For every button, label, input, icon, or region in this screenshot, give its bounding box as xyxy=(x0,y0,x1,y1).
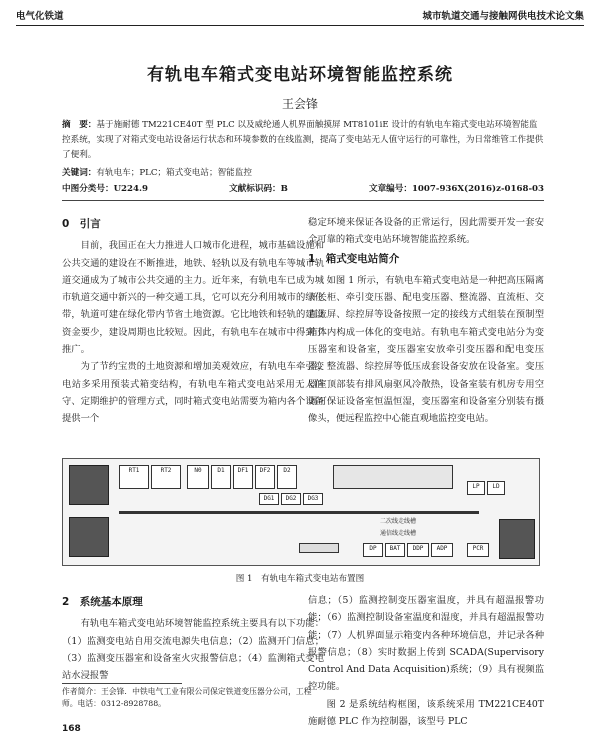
cabinet-lp: LP xyxy=(467,481,485,495)
cabinet-adp: ADP xyxy=(431,543,453,557)
keywords-text: 有轨电车；PLC；箱式变电站；智能监控 xyxy=(96,168,252,178)
cabinet-ld: LD xyxy=(487,481,505,495)
author-name: 王会锋 xyxy=(281,97,318,111)
cabinet-dp: DP xyxy=(363,543,383,557)
footnote-rule xyxy=(62,683,182,684)
hvac-icon xyxy=(499,519,535,559)
abstract xyxy=(62,118,544,163)
system-structure-paragraph: 图 2 是系统结构框图，该系统采用 TM221CE40T 施耐德 PLC 作为控制器，该型号 PLC xyxy=(308,698,544,728)
cabinet-dg1: DG1 xyxy=(259,493,279,505)
running-header xyxy=(16,8,584,26)
right-column-top xyxy=(308,214,544,428)
cabinet-dp1: DF1 xyxy=(233,465,253,489)
cabinet-n0: N0 xyxy=(187,465,209,489)
section-1-paragraph: 如图 1 所示，有轨电车箱式变电站是一种把高压隔离开关柜、牵引变压器、配电变压器、整流器、直流柜、交直流屏、综控屏等设备按照一定的接线方式组装在预制型箱体内构成一体化的变电站。有轨电车箱式变电站分为变压器室和设备室，变压器室安放牵引变压器和配电变压器，整流器、综控屏等低压成套设备安放在设备室。变压器室顶部装有排风扇驱风冷散热，设备室装有机房专用空调可保证设备室恒温恒湿，变压器室和设备室分别装有摄像头，便远程监控中心能直观地监控变电站。 xyxy=(308,274,544,425)
cabinet-rt1: RT1 xyxy=(119,465,149,489)
section-0-paragraph-2: 为了节约宝贵的土地资源和增加美观效应，有轨电车牵引变电站多采用预装式箱变结构，有轨电车箱式变电站采用无人值守、定期维护的管理方式，同时箱式变电站需要为箱内各个设备提供一个 xyxy=(62,361,324,425)
section-2-heading: 2 系统基本原理 xyxy=(62,596,143,608)
continued-paragraph: 稳定环境来保证各设备的正常运行，因此需要开发一套安全可靠的箱式变电站环境智能监控系统。 xyxy=(308,217,544,246)
keywords-label: 关键词： xyxy=(62,168,97,178)
section-0-paragraph-1: 目前，我国正在大力推进人口城市化进程，城市基础设施和公共交通的建设在不断推进，地铁、轻轨以及有轨电车等城市轨道交通成为了城市公共交通的主力。近年来，有轨电车已成为城市轨道交通中新兴的一种交通工具，它可以充分利用城市的绿化带，轨道可建在绿化带内节省土地资源。它比地铁和轻轨的建设资金要少，建设周期也比较短。因此，有轨电车在城市中得到了推广。 xyxy=(62,240,324,356)
cable-tray-label-1: 二次线走线槽 xyxy=(379,518,416,525)
paper-title: 有轨电车箱式变电站环境智能监控系统 xyxy=(147,65,453,85)
cabinet-d1: D1 xyxy=(211,465,231,489)
functions-continued: 信息；（5）监测控制变压器室温度，并具有超温报警功能；（6）监测控制设备室温度和湿度，并具有超温报警功能；（7）人机界面显示箱变内各种环境信息，并记录各种报警信息；（8）实时数据上传到 SCADA(Supervisory Control And Data Acquisition)系统；（9）具有视频监控功能。 xyxy=(308,595,544,693)
cabinet-rt2: RT2 xyxy=(151,465,181,489)
cabinet-dg2: DG2 xyxy=(281,493,301,505)
cabinet-bat: BAT xyxy=(385,543,405,557)
divider xyxy=(62,200,544,201)
keywords xyxy=(62,166,544,181)
transformer-icon xyxy=(69,517,109,557)
document-code: 文献标识码：B xyxy=(229,184,288,194)
section-0-heading: 0 引言 xyxy=(62,218,101,230)
header-left: 电气化铁道 xyxy=(16,11,64,22)
right-column-bottom xyxy=(308,592,544,730)
left-column-bottom xyxy=(62,592,324,684)
section-1-heading: 1 箱式变电站简介 xyxy=(308,252,400,265)
author-footnote: 作者简介：王会锋．中铁电气工业有限公司保定铁道变压器分公司，工程师。电话：0312-8928788。 xyxy=(62,687,312,708)
article-number: 文章编号：1007-936X(2016)z-0168-03 xyxy=(368,184,544,194)
header-right: 城市轨道交通与接触网供电技术论文集 xyxy=(422,11,584,22)
cabinet-ddp: DDP xyxy=(407,543,429,557)
substation-layout-figure xyxy=(62,458,540,566)
section-2-paragraph: 有轨电车箱式变电站环境智能监控系统主要具有以下功能：（1）监测变电站自用交流电源失电信息；（2）监测开门信息；（3）监测变压器室和设备室火灾报警信息；（4）监测箱式变电站水浸报警 xyxy=(62,618,324,682)
abstract-label: 摘 要： xyxy=(62,120,97,130)
article-meta xyxy=(62,182,544,194)
clc-number: 中图分类号：U224.9 xyxy=(62,184,148,194)
equipment-row xyxy=(333,465,453,489)
panel-block xyxy=(299,543,339,553)
abstract-text: 基于施耐德 TM221CE40T 型 PLC 以及威纶通人机界面触摸屏 MT8101iE 设计的有轨电车箱式变电站环境智能监控系统，实现了对箱式变电站设备运行状态和环境参数的在线监测，提高了变电站无人值守运行的可靠性，为日常维管工作提供了便利。 xyxy=(62,120,544,160)
left-column-top xyxy=(62,214,324,428)
cabinet-dg3: DG3 xyxy=(303,493,323,505)
figure-caption: 图 1 有轨电车箱式变电站布置图 xyxy=(235,574,365,584)
transformer-icon xyxy=(69,465,109,505)
cabinet-pcr: PCR xyxy=(467,543,489,557)
busbar xyxy=(119,511,479,514)
cable-tray-label-2: 通信线走线槽 xyxy=(379,530,416,537)
cabinet-d2: D2 xyxy=(277,465,297,489)
page-number: 168 xyxy=(62,724,81,734)
cabinet-dp2: DF2 xyxy=(255,465,275,489)
